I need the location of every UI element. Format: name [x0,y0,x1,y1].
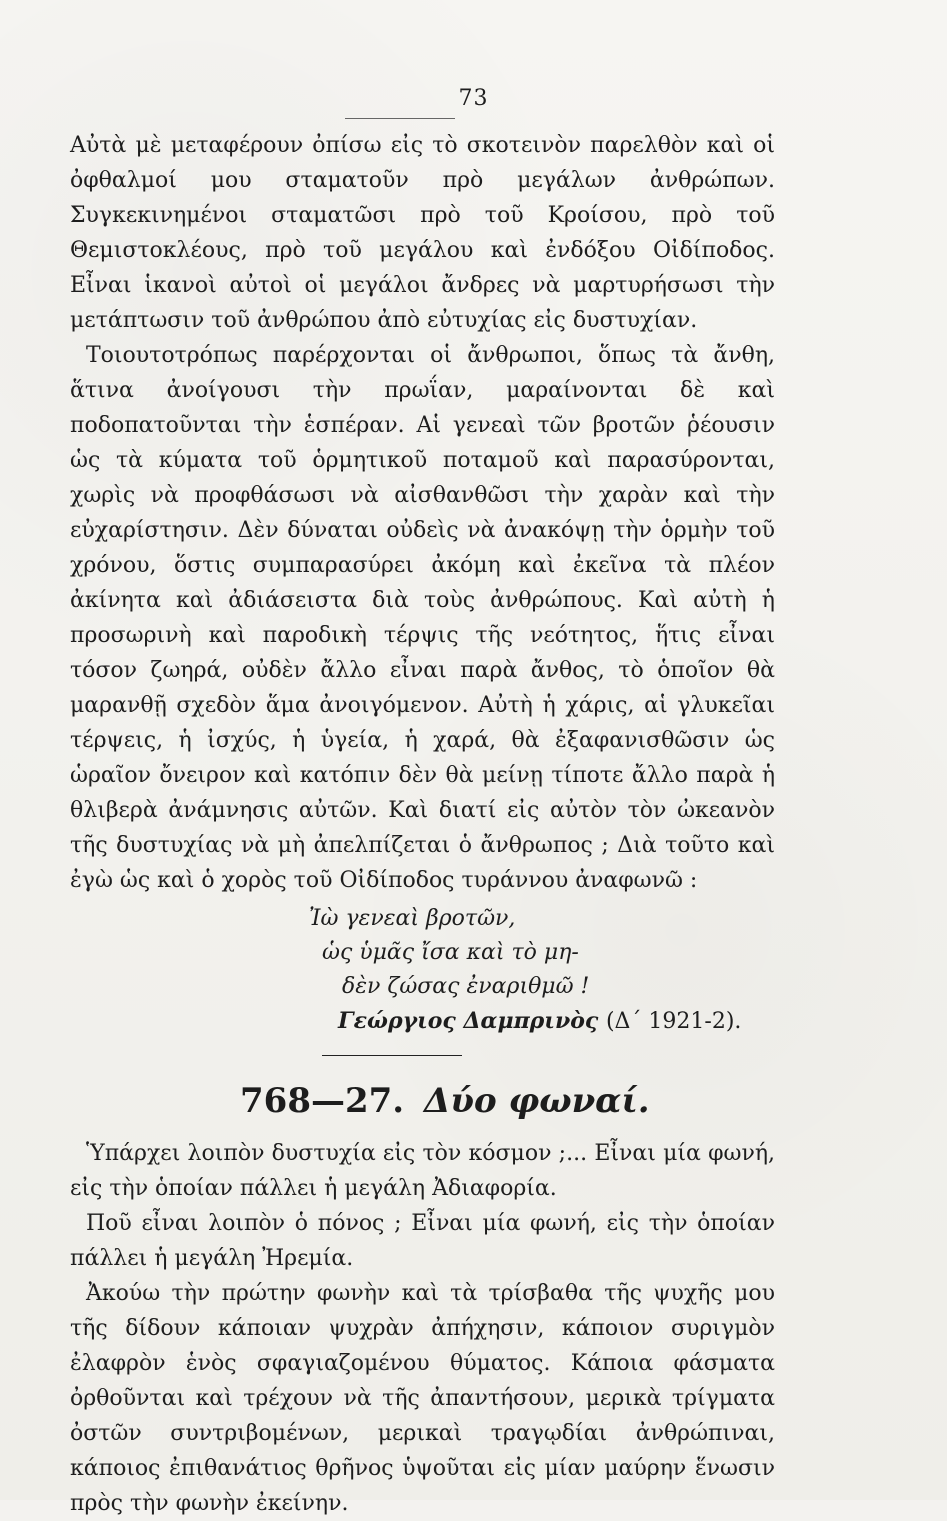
section-paragraph-2: Ποῦ εἶναι λοιπὸν ὁ πόνος ; Εἶναι μία φωνή, εἰς τὴν ὁποίαν πάλλει ἡ μεγάλη Ἠρεμία. [70,1211,775,1271]
section-heading [240,1074,775,1128]
verse-block [283,902,775,1004]
paragraph-1: Αὐτὰ μὲ μεταφέρουν ὀπίσω εἰς τὸ σκοτεινὸν παρελθὸν καὶ οἱ ὀφθαλμοί μου σταματοῦν πρὸ μεγάλων ἀνθρώπων. Συγκεκινημένοι σταματῶσι πρὸ τοῦ Κροίσου, πρὸ τοῦ Θεμιστοκλέους, πρὸ τοῦ μεγάλου καὶ ἐνδόξου Οἰδίποδος. Εἶναι ἱκανοὶ αὐτοὶ οἱ μεγάλοι ἄνδρες νὰ μαρτυρήσωσι τὴν μετάπτωσιν τοῦ ἀνθρώπου ἀπὸ εὐτυχίας εἰς δυστυχίαν. [70,133,775,333]
section-title: Δύο φωναί. [423,1081,650,1121]
section-number: 768—27. [240,1081,405,1121]
signature-date: (Δ΄ 1921-2). [605,1009,742,1034]
section-paragraph-3: Ἀκούω τὴν πρώτην φωνὴν καὶ τὰ τρίσβαθα τῆς ψυχῆς μου τῆς δίδουν κάποιαν ψυχρὰν ἀπήχησιν, κάποιον συριγμὸν ἐλαφρὸν ἑνὸς σφαγιαζομένου θύματος. Κάποια φάσματα ὀρθοῦνται καὶ τρέχουν νὰ τῆς ἀπαντήσουν, μερικὰ τρίγματα ὀστῶν συντριβομένων, μερικαὶ τραγῳδίαι ἀνθρώπιναι, κάποιος ἐπιθανάτιος θρῆνος ὑψοῦται εἰς μίαν μαύρην ἕνωσιν πρὸς τὴν φωνὴν ἐκείνην. [70,1281,775,1516]
verse-line-1: Ἰὼ γενεαὶ βροτῶν, [309,906,516,931]
section-paragraph-1: Ὑπάρχει λοιπὸν δυστυχία εἰς τὸν κόσμον ;... Εἶναι μία φωνή, εἰς τὴν ὁποίαν πάλλει ἡ μεγάλη Ἀδιαφορία. [70,1141,775,1201]
page-number: 73 [458,86,489,111]
paragraph-2: Τοιουτοτρόπως παρέρχονται οἱ ἄνθρωποι, ὅπως τὰ ἄνθη, ἅτινα ἀνοίγουσι τὴν πρωΐαν, μαραίνονται δὲ καὶ ποδοπατοῦνται τὴν ἑσπέραν. Αἱ γενεαὶ τῶν βροτῶν ῥέουσιν ὡς τὰ κύματα τοῦ ὁρμητικοῦ ποταμοῦ καὶ παρασύρονται, χωρὶς νὰ προφθάσωσι νὰ αἰσθανθῶσι τὴν χαρὰν καὶ τὴν εὐχαρίστησιν. Δὲν δύναται οὐδεὶς νὰ ἀνακόψῃ τὴν ὁρμὴν τοῦ χρόνου, ὅστις συμπαρασύρει ἀκόμη καὶ ἐκεῖνα τὰ πλέον ἀκίνητα καὶ ἀδιάσειστα διὰ τοὺς ἀνθρώπους. Καὶ αὐτὴ ἡ προσωρινὴ καὶ παροδικὴ τέρψις τῆς νεότητος, ἥτις εἶναι τόσον ζωηρά, οὐδὲν ἄλλο εἶναι παρὰ ἄνθος, τὸ ὁποῖον θὰ μαρανθῇ σχεδὸν ἅμα ἀνοιγόμενον. Αὐτὴ ἡ χάρις, αἱ γλυκεῖαι τέρψεις, ἡ ἰσχύς, ἡ ὑγεία, ἡ χαρά, θὰ ἐξαφανισθῶσιν ὡς ὡραῖον ὄνειρον καὶ κατόπιν δὲν θὰ μείνῃ τίποτε ἄλλο παρὰ ἡ θλιβερὰ ἀνάμνησις αὐτῶν. Καὶ διατί εἰς αὐτὸν τὸν ὠκεανὸν τῆς δυστυχίας νὰ μὴ ἀπελπίζεται ὁ ἄνθρωπος ; Διὰ τοῦτο καὶ ἐγὼ ὡς καὶ ὁ χορὸς τοῦ Οἰδίποδος τυράννου ἀναφωνῶ : [70,343,775,893]
main-text [70,128,775,1521]
author-name: Γεώργιος Δαμπρινὸς [338,1008,599,1034]
verse-line-2: ὡς ὑμᾶς ἴσα καὶ τὸ μη- [322,940,579,965]
verse-line-3: δὲν ζώσας ἐναριθμῶ ! [342,974,590,999]
signature-line [338,1004,775,1039]
top-rule [345,118,455,119]
section-divider [322,1055,462,1056]
